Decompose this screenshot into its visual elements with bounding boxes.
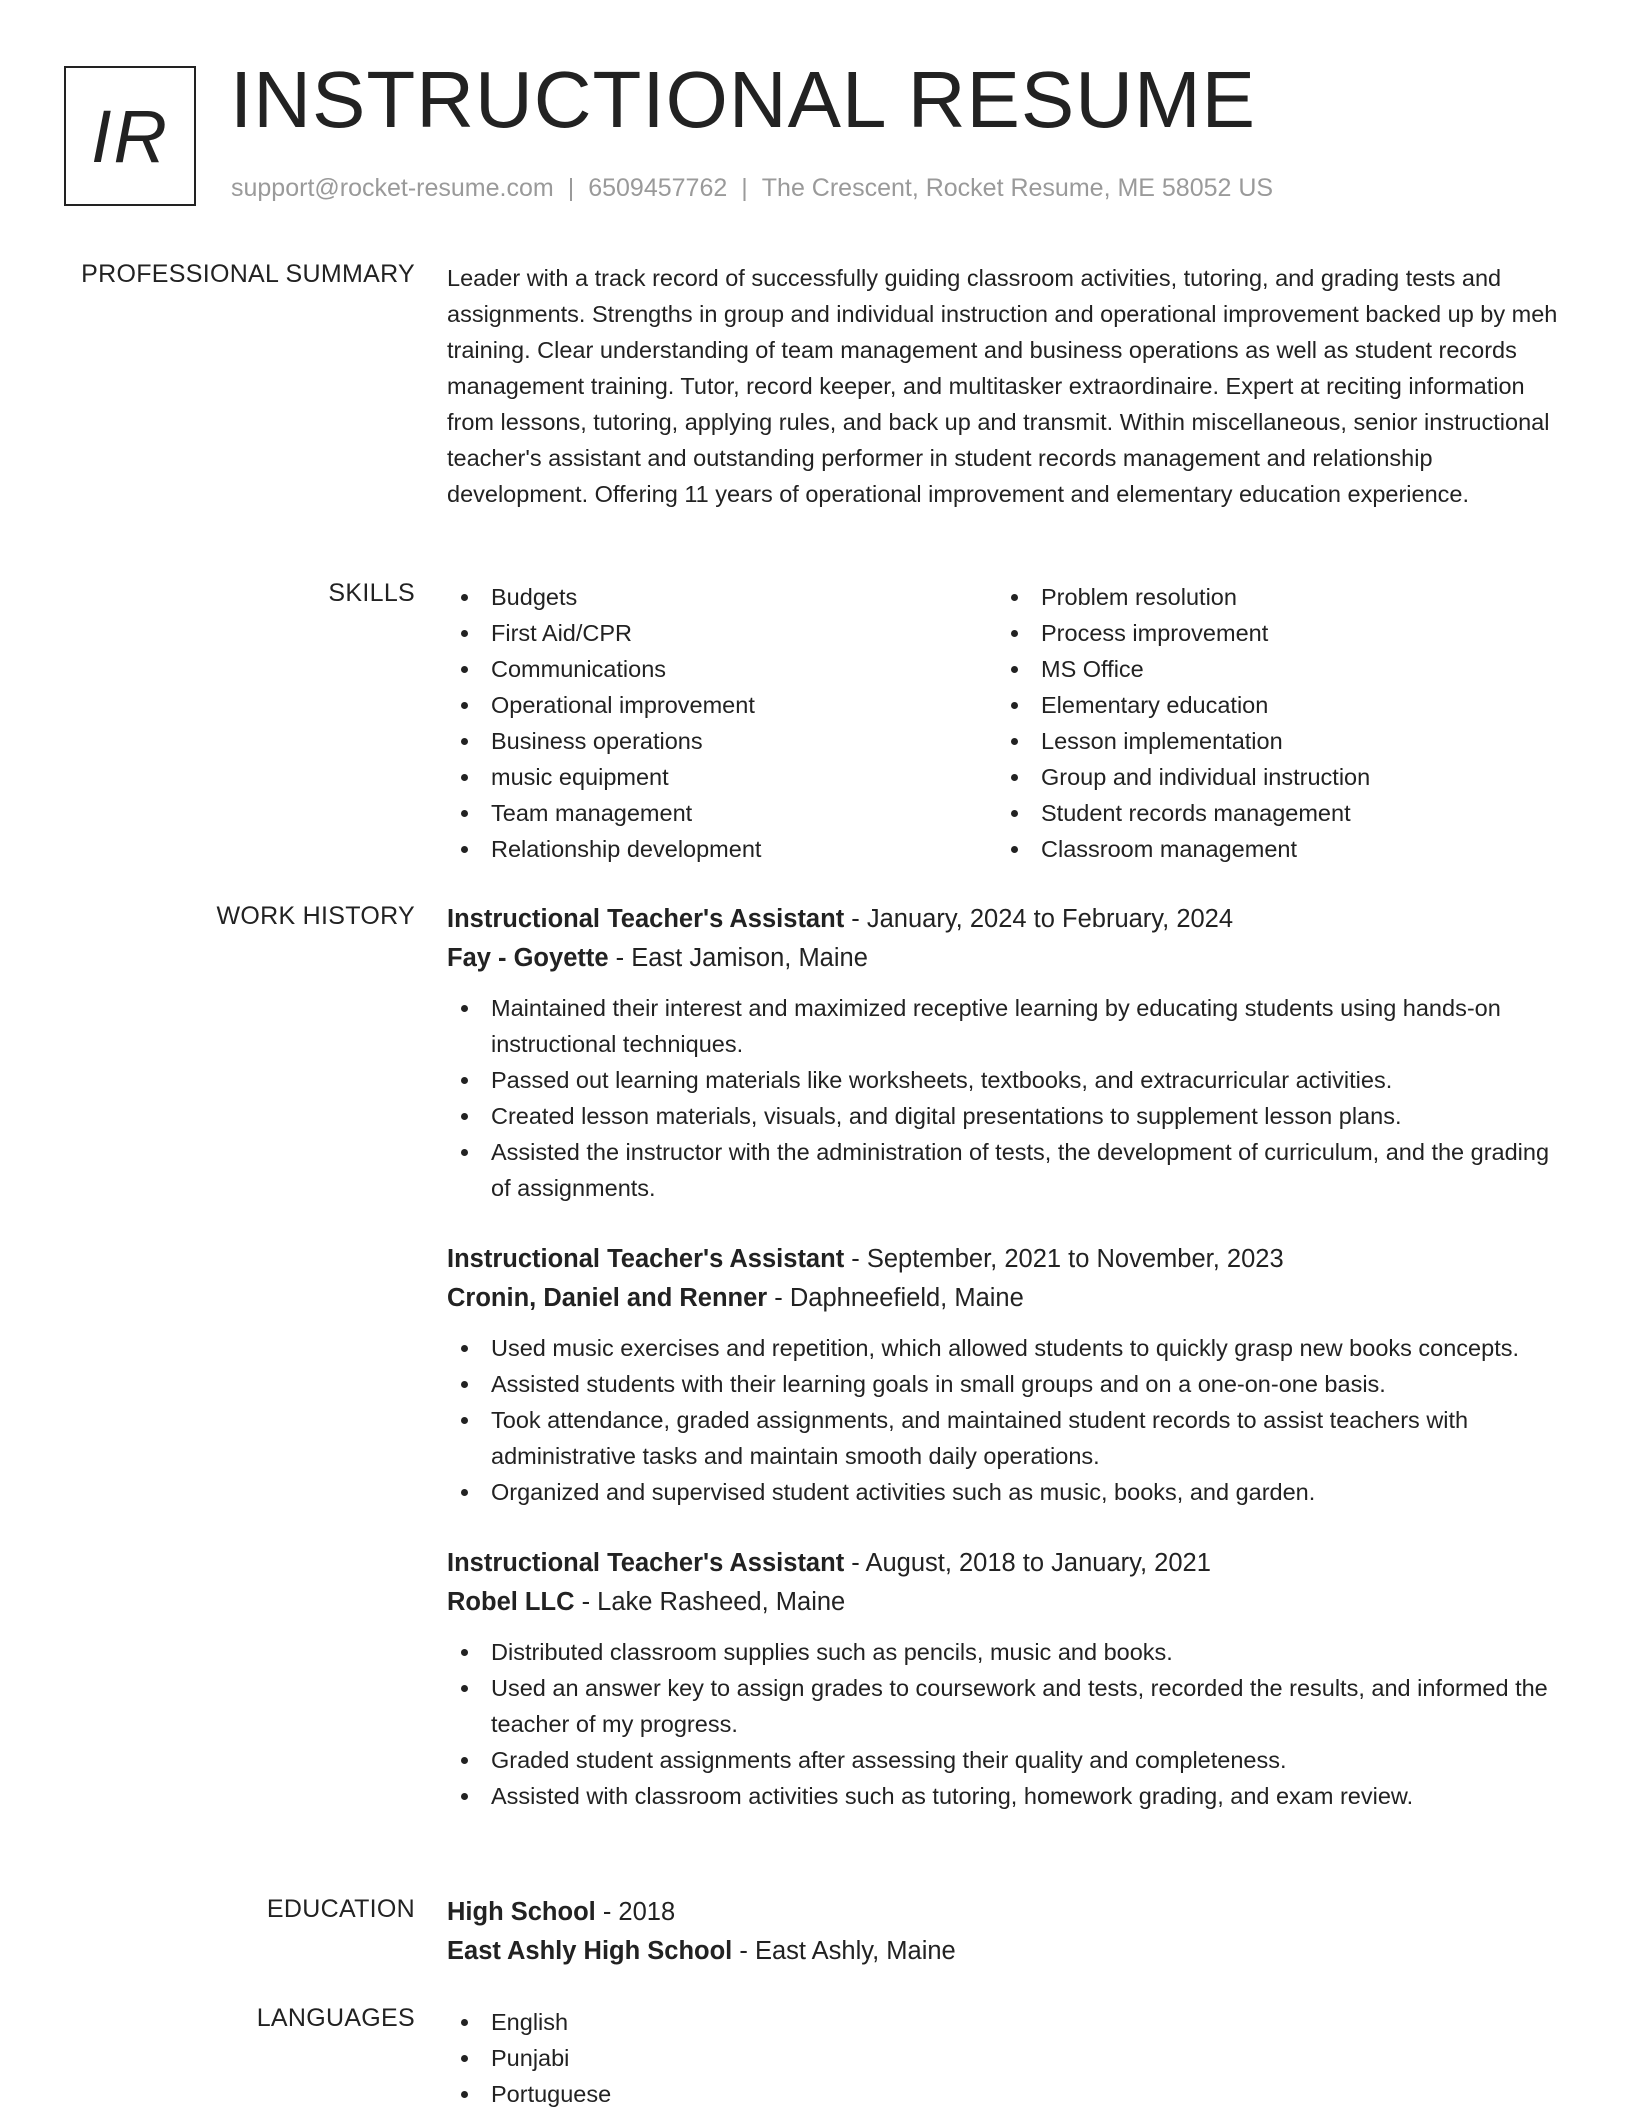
skill-item: Business operations [447, 723, 997, 759]
section-label-summary: PROFESSIONAL SUMMARY [81, 260, 415, 288]
skills-list-right [997, 579, 1547, 867]
education-school: East Ashly High School [447, 1937, 733, 1965]
job-title: Instructional Teacher's Assistant [447, 905, 845, 933]
language-item: Punjabi [447, 2040, 1567, 2076]
skill-item: Team management [447, 795, 997, 831]
job-bullet: Assisted with classroom activities such as tutoring, homework grading, and exam review. [447, 1778, 1567, 1814]
job-company: Robel LLC [447, 1588, 575, 1616]
skill-item: Relationship development [447, 831, 997, 867]
section-label-skills: SKILLS [328, 579, 415, 607]
job-bullet: Passed out learning materials like worksheets, textbooks, and extracurricular activities. [447, 1062, 1567, 1098]
job-bullet: Assisted students with their learning goals in small groups and on a one-on-one basis. [447, 1366, 1567, 1402]
education-year: - 2018 [595, 1898, 676, 1926]
skill-item: Problem resolution [997, 579, 1547, 615]
education-degree: High School [447, 1898, 596, 1926]
skill-item: Process improvement [997, 615, 1547, 651]
monogram-logo: IR [64, 66, 196, 206]
section-label-education: EDUCATION [266, 1895, 415, 1923]
skill-item: music equipment [447, 759, 997, 795]
education-degree-line [447, 1893, 1567, 1932]
work-history-body [447, 900, 1567, 1848]
job-bullets [447, 1330, 1567, 1510]
job-entry [447, 1240, 1567, 1510]
skill-item: Group and individual instruction [997, 759, 1547, 795]
job-bullet: Graded student assignments after assessing their quality and completeness. [447, 1742, 1567, 1778]
job-dates: - January, 2024 to February, 2024 [844, 905, 1234, 933]
education-body [447, 1893, 1567, 1971]
job-bullet: Used an answer key to assign grades to coursework and tests, recorded the results, and informed the teacher of my progress. [447, 1670, 1567, 1742]
contact-email: support@rocket-resume.com [231, 174, 554, 202]
job-company-line [447, 939, 1567, 978]
job-title-line [447, 1240, 1567, 1279]
education-location: - East Ashly, Maine [732, 1937, 956, 1965]
job-dates: - August, 2018 to January, 2021 [844, 1549, 1211, 1577]
job-bullet: Distributed classroom supplies such as pencils, music and books. [447, 1634, 1567, 1670]
skill-item: MS Office [997, 651, 1547, 687]
language-item: English [447, 2004, 1567, 2040]
job-company: Fay - Goyette [447, 944, 609, 972]
contact-separator: | [567, 174, 575, 202]
job-bullet: Created lesson materials, visuals, and digital presentations to supplement lesson plans. [447, 1098, 1567, 1134]
contact-line [231, 174, 1273, 203]
job-bullets [447, 990, 1567, 1206]
job-entry [447, 1544, 1567, 1814]
job-bullet: Maintained their interest and maximized receptive learning by educating students using hands-on instructional techniques. [447, 990, 1567, 1062]
job-company: Cronin, Daniel and Renner [447, 1284, 768, 1312]
resume-title: INSTRUCTIONAL RESUME [230, 55, 1257, 144]
skills-grid [447, 579, 1567, 867]
job-bullet: Assisted the instructor with the administration of tests, the development of curriculum, and the grading of assignments. [447, 1134, 1567, 1206]
summary-body [447, 260, 1567, 512]
contact-separator: | [741, 174, 748, 202]
job-entry [447, 900, 1567, 1206]
job-title: Instructional Teacher's Assistant [447, 1549, 845, 1577]
job-title-line [447, 900, 1567, 939]
skill-item: Student records management [997, 795, 1547, 831]
skill-item: Operational improvement [447, 687, 997, 723]
job-title: Instructional Teacher's Assistant [447, 1245, 845, 1273]
job-bullet: Used music exercises and repetition, which allowed students to quickly grasp new books concepts. [447, 1330, 1567, 1366]
skills-list-left [447, 579, 997, 867]
job-location: - Lake Rasheed, Maine [574, 1588, 846, 1616]
job-bullets [447, 1634, 1567, 1814]
skills-body [447, 579, 1567, 867]
skill-item: Lesson implementation [997, 723, 1547, 759]
job-location: - Daphneefield, Maine [767, 1284, 1024, 1312]
skill-item: Elementary education [997, 687, 1547, 723]
summary-text: Leader with a track record of successfully guiding classroom activities, tutoring, and grading tests and assignments. Strengths in group and individual instruction and operational improvement backed up by meh training. Clear understanding of team management and business operations as well as student records management training. Tutor, record keeper, and multitasker extraordinaire. Expert at reciting information from lessons, tutoring, applying rules, and back up and transmit. Within miscellaneous, senior instructional teacher's assistant and outstanding performer in student records management and relationship development. Offering 11 years of operational improvement and elementary education experience. [447, 265, 1558, 507]
job-company-line [447, 1279, 1567, 1318]
languages-body [447, 2004, 1567, 2112]
job-location: - East Jamison, Maine [608, 944, 868, 972]
job-dates: - September, 2021 to November, 2023 [844, 1245, 1284, 1273]
contact-phone: 6509457762 [588, 174, 728, 202]
section-label-languages: LANGUAGES [256, 2004, 415, 2032]
job-company-line [447, 1583, 1567, 1622]
job-bullet: Took attendance, graded assignments, and maintained student records to assist teachers with administrative tasks and maintain smooth daily operations. [447, 1402, 1567, 1474]
section-label-work: WORK HISTORY [216, 902, 415, 930]
job-title-line [447, 1544, 1567, 1583]
contact-address: The Crescent, Rocket Resume, ME 58052 US [761, 174, 1274, 202]
education-school-line [447, 1932, 1567, 1971]
skill-item: First Aid/CPR [447, 615, 997, 651]
languages-list [447, 2004, 1567, 2112]
skill-item: Budgets [447, 579, 997, 615]
job-bullet: Organized and supervised student activities such as music, books, and garden. [447, 1474, 1567, 1510]
skill-item: Communications [447, 651, 997, 687]
skill-item: Classroom management [997, 831, 1547, 867]
language-item: Portuguese [447, 2076, 1567, 2112]
